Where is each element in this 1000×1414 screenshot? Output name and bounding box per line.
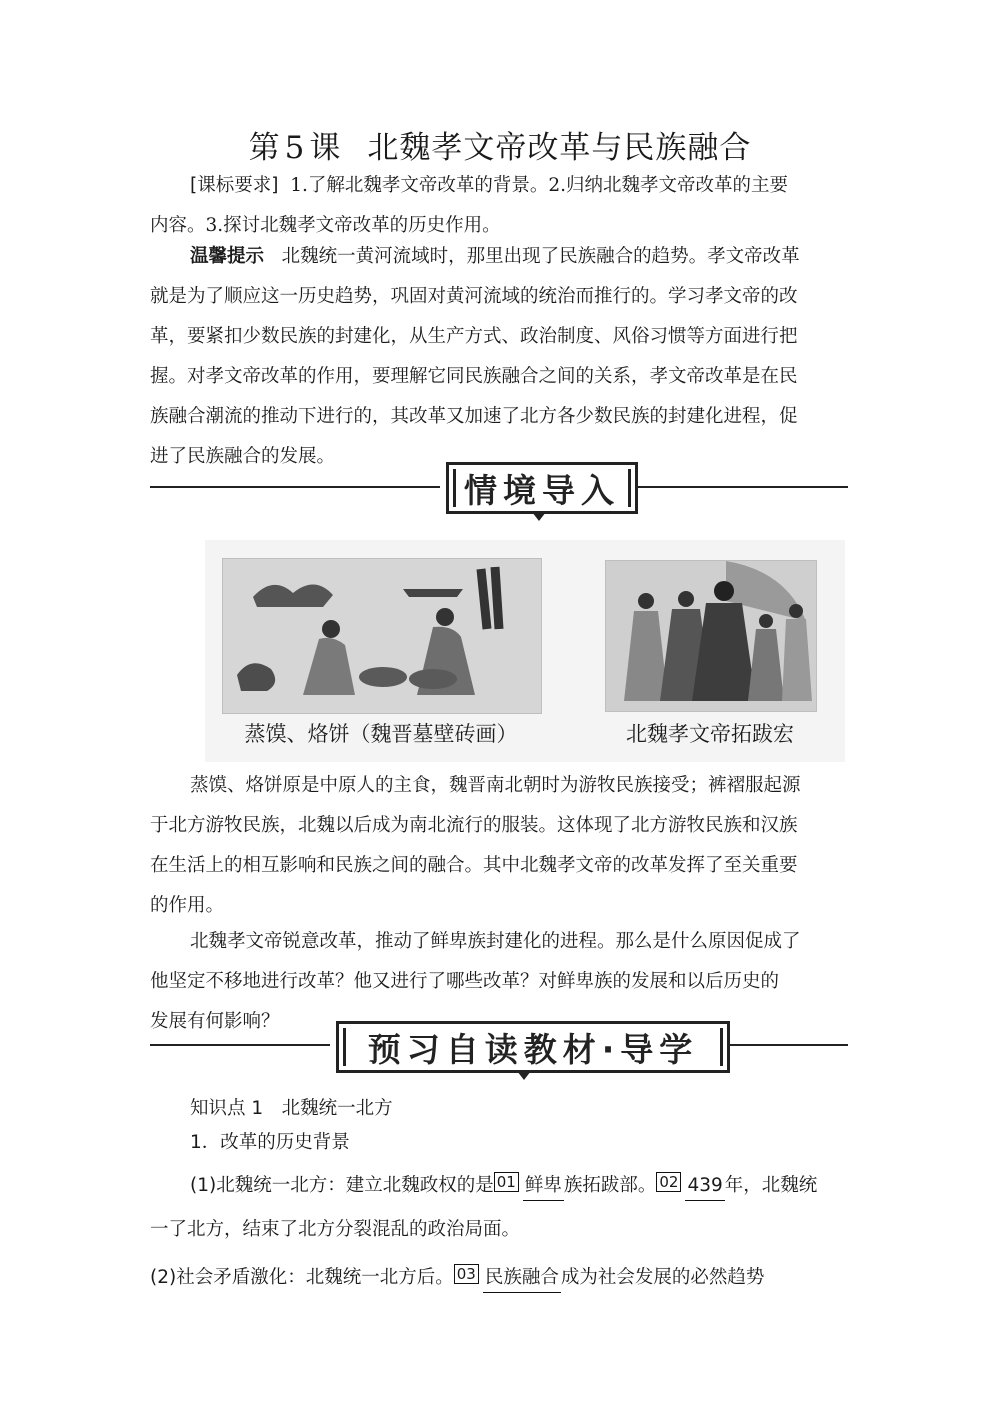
mural-painting-image bbox=[222, 558, 542, 714]
answer-blank: 439 bbox=[685, 1172, 724, 1201]
intro-paragraph-1 bbox=[150, 766, 850, 926]
requirements-text-line1: 1.了解北魏孝文帝改革的背景。2.归纳北魏孝文帝改革的主要 bbox=[290, 175, 789, 196]
answer-tag: 03 bbox=[454, 1264, 479, 1284]
intro-line: 于北方游牧民族，北魏以后成为南北流行的服装。这体现了北方游牧民族和汉族 bbox=[150, 815, 798, 836]
intro-line: 的作用。 bbox=[150, 895, 225, 916]
requirements-label: [课标要求] bbox=[190, 175, 279, 196]
right-figure-caption: 北魏孝文帝拓跋宏 bbox=[626, 722, 794, 746]
requirements-text-line2: 内容。3.探讨北魏孝文帝改革的历史作用。 bbox=[150, 215, 501, 236]
knowledge-point-title: 知识点 1 北魏统一北方 bbox=[190, 1098, 393, 1119]
item-text: 一了北方，结束了北方分裂混乱的政治局面。 bbox=[150, 1219, 521, 1240]
answer-blank: 民族融合 bbox=[483, 1264, 561, 1293]
knowledge-item-2 bbox=[150, 1256, 850, 1300]
answer-tag: 02 bbox=[656, 1172, 681, 1192]
tip-paragraph bbox=[150, 237, 850, 477]
intro-line: 他坚定不移地进行改革？他又进行了哪些改革？对鲜卑族的发展和以后历史的 bbox=[150, 971, 780, 992]
section-banner-scenario bbox=[446, 462, 638, 514]
tip-label: 温馨提示 bbox=[190, 246, 265, 267]
section-banner-preview bbox=[336, 1021, 730, 1073]
section-title: 预习自读教材·导学 bbox=[367, 1029, 699, 1069]
title-suffix: 课 bbox=[309, 130, 342, 166]
item-text: 年，北魏统 bbox=[724, 1175, 818, 1196]
intro-line: 蒸馍、烙饼原是中原人的主食，魏晋南北朝时为游牧民族接受；裤褶服起源 bbox=[190, 775, 801, 796]
left-figure-caption: 蒸馍、烙饼（魏晋墓壁砖画） bbox=[244, 722, 518, 746]
intro-line: 北魏孝文帝锐意改革，推动了鲜卑族封建化的进程。那么是什么原因促成了 bbox=[190, 931, 801, 952]
tip-line: 族融合潮流的推动下进行的，其改革又加速了北方各少数民族的封建化进程，促 bbox=[150, 406, 798, 427]
banner-pointer-icon bbox=[517, 1071, 531, 1080]
tip-line: 革，要紧扣少数民族的封建化，从生产方式、政治制度、风俗习惯等方面进行把 bbox=[150, 326, 798, 347]
tip-line: 握。对孝文帝改革的作用，要理解它同民族融合之间的关系，孝文帝改革是在民 bbox=[150, 366, 798, 387]
page-title bbox=[0, 122, 1000, 167]
title-prefix: 第 bbox=[248, 130, 281, 166]
intro-line: 在生活上的相互影响和民族之间的融合。其中北魏孝文帝的改革发挥了至关重要 bbox=[150, 855, 798, 876]
answer-blank: 鲜卑 bbox=[523, 1172, 564, 1201]
section-title: 情境导入 bbox=[464, 470, 620, 510]
banner-rule-right bbox=[730, 1044, 848, 1046]
item-text: 成为社会发展的必然趋势 bbox=[560, 1267, 765, 1288]
banner-pointer-icon bbox=[532, 512, 546, 521]
emperor-painting-image bbox=[605, 560, 817, 712]
item-text: (1)北魏统一北方：建立北魏政权的是 bbox=[190, 1175, 494, 1196]
title-text: 北魏孝文帝改革与民族融合 bbox=[367, 130, 752, 166]
banner-rule-left bbox=[150, 1044, 330, 1046]
lesson-number: 5 bbox=[284, 130, 306, 166]
knowledge-subtitle: 1．改革的历史背景 bbox=[190, 1132, 350, 1153]
banner-rule-right bbox=[638, 486, 848, 488]
answer-tag: 01 bbox=[494, 1172, 519, 1192]
intro-line: 发展有何影响？ bbox=[150, 1011, 280, 1032]
item-text: (2)社会矛盾激化：北魏统一北方后。 bbox=[150, 1267, 454, 1288]
tip-line: 进了民族融合的发展。 bbox=[150, 446, 336, 467]
item-text: 族拓跋部。 bbox=[563, 1175, 657, 1196]
tip-line: 北魏统一黄河流域时，那里出现了民族融合的趋势。孝文帝改革 bbox=[281, 246, 800, 267]
tip-line: 就是为了顺应这一历史趋势，巩固对黄河流域的统治而推行的。学习孝文帝的改 bbox=[150, 286, 798, 307]
banner-rule-left bbox=[150, 486, 440, 488]
requirements-paragraph bbox=[150, 166, 850, 246]
knowledge-item-1 bbox=[150, 1164, 850, 1252]
